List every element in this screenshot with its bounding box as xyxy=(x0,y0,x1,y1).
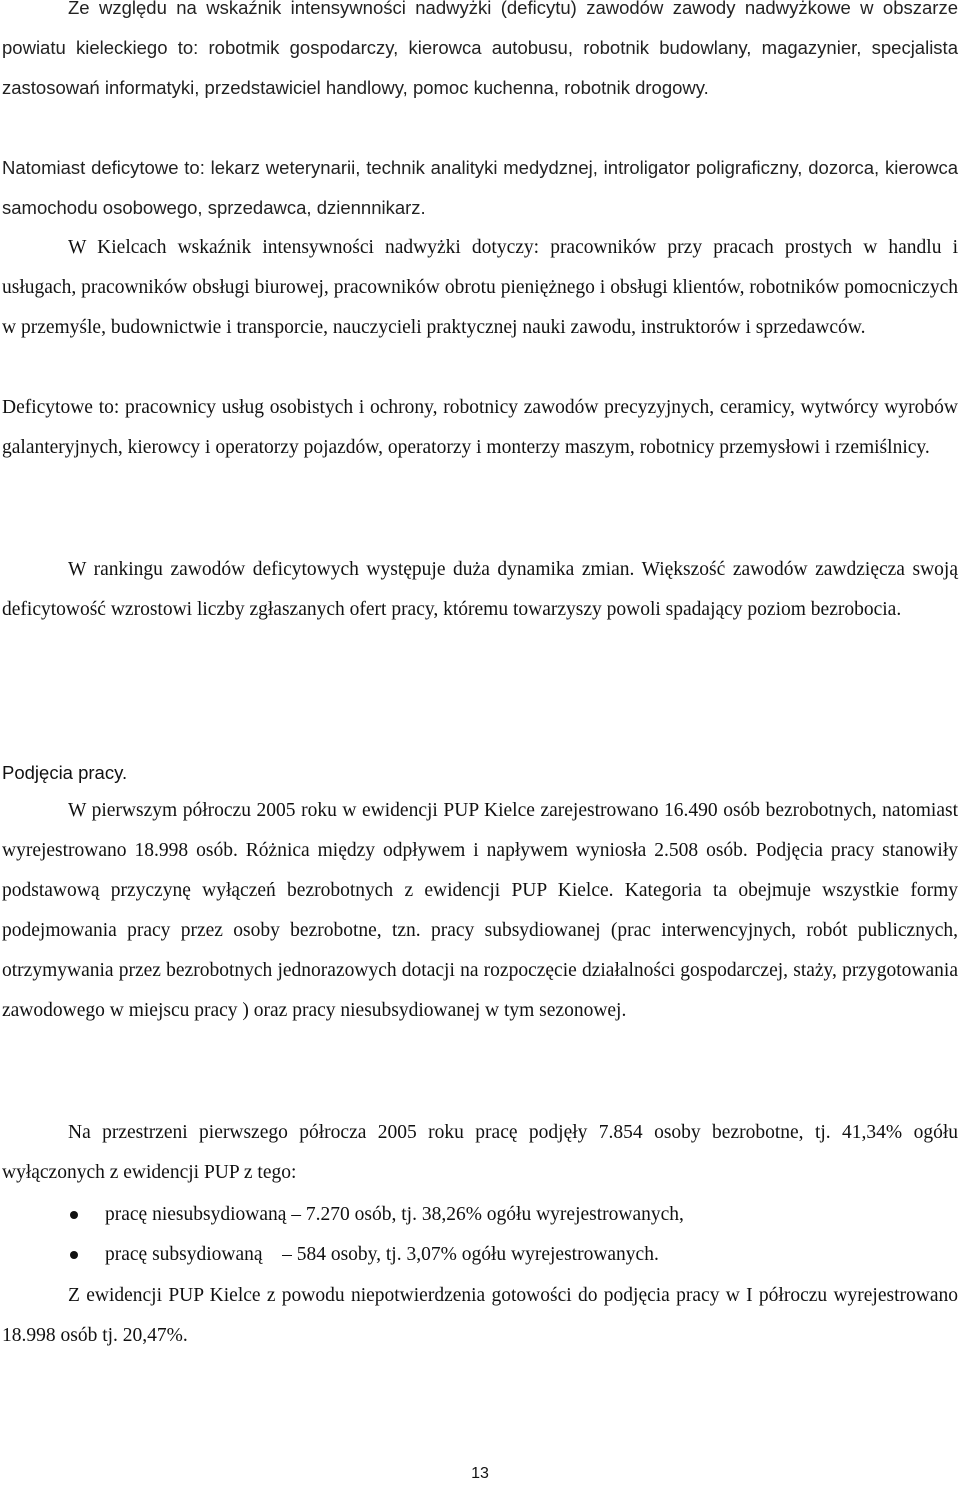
paragraph-deregistrations: Z ewidencji PUP Kielce z powodu niepotwierdzenia gotowości do podjęcia pracy w I półroczu wyrejestrowano 18.998 osób tj. 20,47%. xyxy=(2,1285,958,1346)
paragraph-surplus-occupations-kielce: W Kielcach wskaźnik intensywności nadwyżki dotyczy: pracowników przy pracach prostych w handlu i usługach, pracowników obsługi biurowej, pracowników obrotu pieniężnego i obsługi klientów, robotników pomocniczych w przemyśle, budownictwie i transporcie, nauczycieli praktycznej nauki zawodu, instruktorów i sprzedawców. xyxy=(2,237,958,338)
paragraph-deficit-occupations-powiat: Natomiast deficytowe to: lekarz weterynarii, technik analityki medydznej, introligator poligraficzny, dozorca, kierowca samochodu osobowego, sprzedawca, dziennnikarz. xyxy=(2,157,958,218)
section-heading: Podjęcia pracy. xyxy=(2,762,128,783)
paragraph-registrations: W pierwszym półroczu 2005 roku w ewidencji PUP Kielce zarejestrowano 16.490 osób bezrobotnych, natomiast wyrejestrowano 18.998 osób. Różnica między odpływem i napływem wyniosła 2.508 osób. Podjęcia pracy stanowiły podstawową przyczynę wyłączeń bezrobotnych z ewidencji PUP Kielce. Kategoria ta obejmuje wszystkie formy podejmowania pracy przez osoby bezrobotne, tzn. pracy subsydiowanej (prac interwencyjnych, robót publicznych, otrzymywania przez bezrobotnych jednorazowych dotacji na rozpoczęcie działalności gospodarczej, staży, przygotowania zawodowego w miejscu pracy ) oraz pracy niesubsydiowanej w tym sezonowej. xyxy=(2,800,958,1021)
page-number: 13 xyxy=(471,1465,489,1482)
bullet-text: pracę subsydiowaną – 584 osoby, tj. 3,07% ogółu wyrejestrowanych. xyxy=(105,1244,659,1265)
bullet-icon xyxy=(70,1211,78,1219)
paragraph-job-takeups: Na przestrzeni pierwszego półrocza 2005 roku pracę podjęły 7.854 osoby bezrobotne, tj. 41,34% ogółu wyłączonych z ewidencji PUP z tego: xyxy=(2,1122,958,1183)
paragraph-surplus-occupations-powiat: Ze względu na wskaźnik intensywności nadwyżki (deficytu) zawodów zawody nadwyżkowe w obszarze powiatu kieleckiego to: robotmik gospodarczy, kierowca autobusu, robotnik budowlany, magazynier, specjalista zastosowań informatyki, przedstawiciel handlowy, pomoc kuchenna, robotnik drogowy. xyxy=(2,0,958,98)
paragraph-deficit-occupations-kielce: Deficytowe to: pracownicy usług osobistych i ochrony, robotnicy zawodów precyzyjnych, ceramicy, wytwórcy wyrobów galanteryjnych, kierowcy i operatorzy pojazdów, operatorzy i monterzy maszym, robotnicy przemysłowi i rzemiślnicy. xyxy=(2,397,958,458)
list-item xyxy=(0,1195,956,1235)
paragraph-ranking-dynamics: W rankingu zawodów deficytowych występuje duża dynamika zmian. Większość zawodów zawdzięcza swoją deficytowość wzrostowi liczby zgłaszanych ofert pracy, któremu towarzyszy powoli spadający poziom bezrobocia. xyxy=(2,559,958,620)
bullet-text: pracę niesubsydiowaną – 7.270 osób, tj. 38,26% ogółu wyrejestrowanych, xyxy=(105,1204,684,1225)
list-item xyxy=(0,1235,956,1275)
takeup-bullet-list xyxy=(0,1195,956,1275)
bullet-icon xyxy=(70,1251,78,1259)
